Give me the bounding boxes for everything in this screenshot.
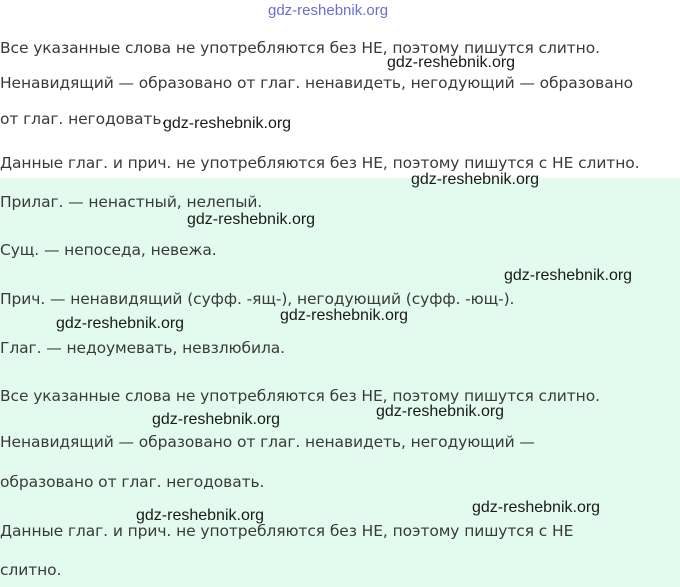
watermark: gdz-reshebnik.org [387, 54, 516, 71]
watermark: gdz-reshebnik.org [163, 115, 292, 132]
text-line: Ненавидящий — образовано от глаг. ненавидеть, негодующий — [0, 433, 535, 451]
text-line: Прич. — ненавидящий (суфф. -ящ-), негодующий (суфф. -ющ-). [0, 290, 515, 308]
text-line: Данные глаг. и прич. не употребляются без НЕ, поэтому пишутся с НЕ слитно. [0, 154, 640, 172]
watermark: gdz-reshebnik.org [472, 499, 601, 516]
text-line: Все указанные слова не употребляются без НЕ, поэтому пишутся слитно. [0, 39, 600, 57]
text-line: Данные глаг. и прич. не употребляются без НЕ, поэтому пишутся с НЕ [0, 522, 574, 540]
watermark: gdz-reshebnik.org [187, 211, 316, 228]
watermark: gdz-reshebnik.org [280, 307, 409, 324]
text-line: Прилаг. — ненастный, нелепый. [0, 193, 263, 211]
text-line: Все указанные слова не употребляются без НЕ, поэтому пишутся слитно. [0, 387, 600, 405]
watermark: gdz-reshebnik.org [504, 267, 633, 284]
watermark: gdz-reshebnik.org [268, 2, 389, 19]
text-line: образовано от глаг. негодовать. [0, 473, 265, 491]
watermark: gdz-reshebnik.org [56, 315, 185, 332]
text-line: Ненавидящий — образовано от глаг. ненавидеть, негодующий — образовано [0, 74, 634, 92]
text-line: Глаг. — недоумевать, невзлюбила. [0, 339, 285, 357]
text-line: Сущ. — непоседа, невежа. [0, 241, 217, 259]
text-line: от глаг. негодовать. [0, 110, 167, 128]
watermark: gdz-reshebnik.org [376, 403, 505, 420]
watermark: gdz-reshebnik.org [152, 411, 281, 428]
watermark: gdz-reshebnik.org [136, 507, 265, 524]
text-line: слитно. [0, 561, 62, 579]
watermark: gdz-reshebnik.org [411, 171, 540, 188]
